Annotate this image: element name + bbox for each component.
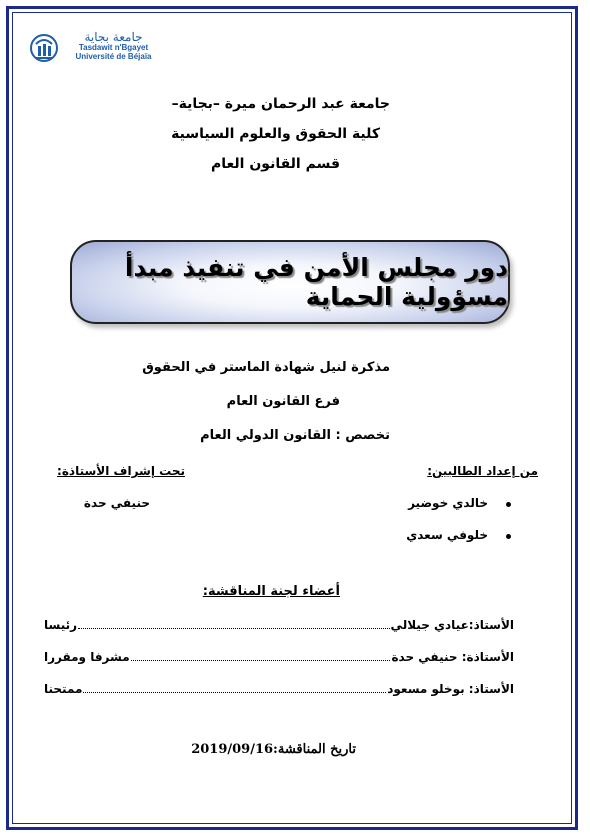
students-label: من إعداد الطالبين: [427, 464, 538, 478]
faculty-name: كلية الحقوق والعلوم السياسية [171, 126, 380, 142]
dotted-leader [83, 692, 386, 693]
committee-member-role: رئيسا [44, 618, 78, 632]
supervisor-label: تحت إشراف الأستاذة: [57, 464, 185, 478]
committee-member-name: الأستاذة: حنيفي حدة [391, 650, 514, 664]
university-name: جامعة عبد الرحمان ميرة –بجاية– [171, 96, 390, 112]
student-name-2: خلوفي سعدي [406, 528, 488, 542]
logo-arabic: جامعة بجاية [84, 30, 143, 44]
thesis-specialty: تخصص : القانون الدولي العام [200, 428, 390, 443]
committee-member-row [44, 650, 514, 670]
committee-member-name: الأستاذ: بوخلو مسعود [387, 682, 514, 696]
committee-member-row [44, 682, 514, 702]
bullet-icon [506, 502, 511, 507]
dotted-leader [78, 628, 390, 629]
thesis-title-box [70, 240, 510, 324]
bullet-icon [506, 534, 511, 539]
thesis-branch: فرع القانون العام [226, 394, 340, 409]
student-name-1: خالدي خوضير [408, 496, 488, 510]
committee-member-row [44, 618, 514, 638]
dotted-leader [131, 660, 391, 661]
logo-text [66, 31, 161, 61]
department-name: قسم القانون العام [211, 156, 340, 172]
committee-member-role: مشرفا ومقررا [44, 650, 130, 664]
defense-date: تاريخ المناقشة:2019/09/16 [191, 742, 356, 757]
thesis-purpose: مذكرة لنيل شهادة الماستر في الحقوق [142, 360, 390, 375]
committee-label: أعضاء لجنة المناقشة: [202, 584, 340, 599]
committee-member-role: ممتحنا [44, 682, 83, 696]
supervisor-name: حنيفي حدة [83, 496, 150, 510]
thesis-title: دور مجلس الأمن في تنفيذ مبدأ مسؤولية الحماية [124, 253, 508, 311]
logo-line1: Tasdawit n'Bgayet [78, 43, 149, 52]
committee-member-name: الأستاذ:عيادي جيلالي [390, 618, 514, 632]
logo-line2: Université de Béjaïa [75, 52, 152, 61]
